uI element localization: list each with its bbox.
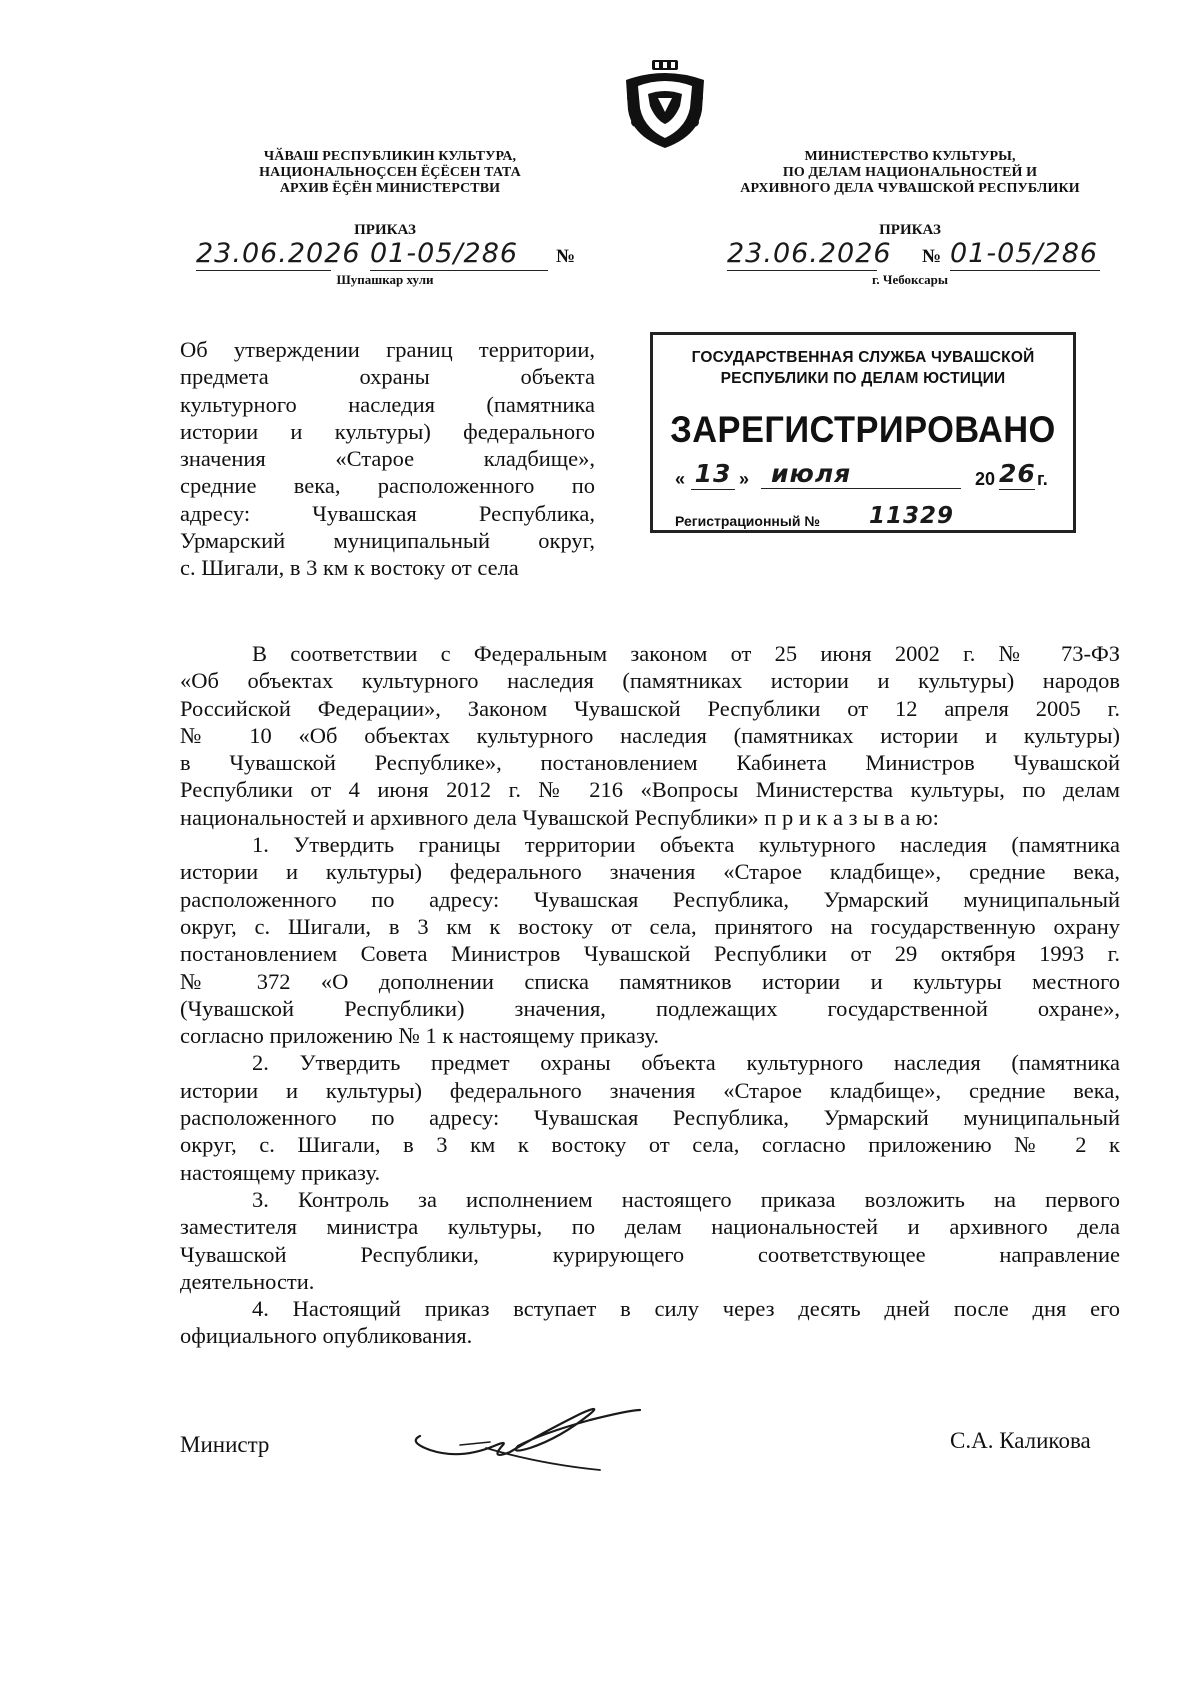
ministry-line: АРХИВ ЁҪЁН МИНИСТЕРСТВИ <box>279 181 501 196</box>
stamp-month: июля <box>761 459 961 489</box>
registration-stamp <box>650 332 1076 533</box>
signatory-position: Министр <box>180 1432 270 1457</box>
body-line: округ, с. Шигали, в 3 км к востоку от села, принятого на государственную охрану <box>180 913 1120 939</box>
body-line: расположенного по адресу: Чувашская Республика, Урмарский муниципальный <box>180 886 1120 912</box>
body-line: 1. Утвердить границы территории объекта культурного наследия (памятника <box>252 832 1120 858</box>
ministry-name-russian <box>700 149 1120 197</box>
stamp-day: 13 <box>691 459 735 490</box>
body-line: В соответствии с Федеральным законом от 25 июня 2002 г. № 73-ФЗ <box>252 641 1120 666</box>
order-number-left: 01-05/286 <box>370 238 548 271</box>
body-line: Республики от 4 июня 2012 г. № 216 «Вопросы Министерства культуры, по делам <box>180 777 1120 803</box>
coat-of-arms-emblem <box>618 58 712 150</box>
place-right: г. Чебоксары <box>871 272 949 287</box>
body-line: заместителя министра культуры, по делам национальностей и архивного дела <box>180 1214 1120 1240</box>
order-title <box>180 336 595 582</box>
body-line: 2. Утвердить предмет охраны объекта культурного наследия (памятника <box>252 1050 1120 1076</box>
title-line: адресу: Чувашская Республика, <box>180 500 595 526</box>
stamp-year-end: г. <box>1037 469 1048 489</box>
place-left: Шупашкар хули <box>336 272 434 287</box>
title-line: с. Шигали, в 3 км к востоку от села <box>180 555 519 581</box>
stamp-registered-text: ЗАРЕГИСТРИРОВАНО <box>670 409 1056 450</box>
handwritten-signature <box>390 1390 650 1480</box>
ministry-line: ПО ДЕЛАМ НАЦИОНАЛЬНОСТЕЙ И <box>782 165 1038 180</box>
title-line: культурного наследия (памятника <box>180 391 595 417</box>
body-line: постановлением Совета Министров Чувашской Республики от 29 октября 1993 г. <box>180 941 1120 967</box>
stamp-header-line: ГОСУДАРСТВЕННАЯ СЛУЖБА ЧУВАШСКОЙ <box>691 349 1035 366</box>
title-line: средние века, расположенного по <box>180 473 595 499</box>
ministry-line: НАЦИОНАЛЬНОҪСЕН ЁҪЁСЕН ТАТА <box>259 165 521 180</box>
body-line: национальностей и архивного дела Чувашской Республики» п р и к а з ы в а ю: <box>180 804 939 830</box>
stamp-registration <box>675 503 1055 533</box>
body-line: истории и культуры) федерального значения «Старое кладбище», средние века, <box>180 859 1120 885</box>
body-line: (Чувашской Республики) значения, подлежащих государственной охране», <box>180 995 1120 1021</box>
stamp-year-prefix: 20 <box>975 469 996 489</box>
stamp-header <box>653 347 1073 389</box>
order-number-right: 01-05/286 <box>950 238 1099 269</box>
title-line: значения «Старое кладбище», <box>180 446 595 472</box>
body-line: деятельности. <box>180 1268 315 1294</box>
body-line: округ, с. Шигали, в 3 км к востоку от села, согласно приложению № 2 к <box>180 1132 1120 1158</box>
number-sign-right: № <box>922 246 942 267</box>
body-line: в Чувашской Республике», постановлением Кабинета Министров Чувашской <box>180 750 1120 776</box>
body-line: истории и культуры) федерального значения «Старое кладбище», средние века, <box>180 1077 1120 1103</box>
reg-number-label: Регистрационный № <box>675 513 820 529</box>
title-line: предмета охраны объекта <box>180 364 595 390</box>
prikaz-label-right: ПРИКАЗ <box>879 222 941 238</box>
reg-number-value: 11329 <box>843 503 1053 531</box>
body-line: № 10 «Об объектах культурного наследия (памятниках истории и культуры) <box>180 722 1120 748</box>
body-line: настоящему приказу. <box>180 1159 381 1185</box>
order-date-right: 23.06.2026 <box>727 238 892 269</box>
quote-close: » <box>739 469 750 489</box>
body-line: № 372 «О дополнении списка памятников истории и культуры местного <box>180 968 1120 994</box>
stamp-header-line: РЕСПУБЛИКИ ПО ДЕЛАМ ЮСТИЦИИ <box>720 370 1006 387</box>
title-line: истории и культуры) федерального <box>180 418 595 444</box>
body-line: согласно приложению № 1 к настоящему приказу. <box>180 1023 660 1049</box>
quote-open: « <box>675 469 686 489</box>
order-date-left: 23.06.2026 <box>196 238 361 269</box>
ministry-line: ЧӐВАШ РЕСПУБЛИКИН КУЛЬТУРА, <box>263 149 517 164</box>
body-line: расположенного по адресу: Чувашская Республика, Урмарский муниципальный <box>180 1105 1120 1131</box>
number-sign-left: № <box>556 246 576 267</box>
body-line: Российской Федерации», Законом Чувашской Республики от 12 апреля 2005 г. <box>180 695 1120 721</box>
body-line: «Об объектах культурного наследия (памятниках истории и культуры) народов <box>180 668 1120 694</box>
order-body <box>180 640 1120 1350</box>
body-line: 4. Настоящий приказ вступает в силу через десять дней после дня его <box>252 1296 1120 1322</box>
body-line: 3. Контроль за исполнением настоящего приказа возложить на первого <box>252 1186 1120 1212</box>
title-line: Об утверждении границ территории, <box>180 337 595 362</box>
stamp-year-suffix: 26 <box>999 459 1036 488</box>
body-line: Чувашской Республики, курирующего соответствующее направление <box>180 1241 1120 1267</box>
ministry-line: МИНИСТЕРСТВО КУЛЬТУРЫ, <box>804 149 1016 164</box>
title-line: Урмарский муниципальный округ, <box>180 528 595 554</box>
stamp-date <box>675 459 1055 495</box>
signatory-name: С.А. Каликова <box>950 1428 1091 1453</box>
ministry-name-chuvash <box>190 149 590 197</box>
ministry-line: АРХИВНОГО ДЕЛА ЧУВАШСКОЙ РЕСПУБЛИКИ <box>740 181 1080 196</box>
body-line: официального опубликования. <box>180 1323 473 1349</box>
prikaz-label-left: ПРИКАЗ <box>354 222 416 238</box>
